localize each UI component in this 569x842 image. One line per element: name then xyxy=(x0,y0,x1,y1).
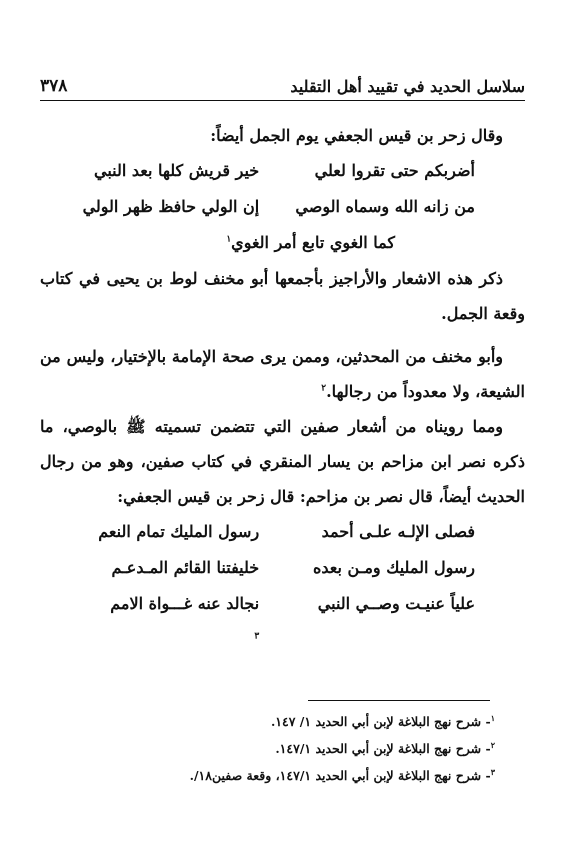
hemistich: رسول المليك تمام النعم xyxy=(98,522,260,541)
footnote-divider xyxy=(308,700,490,701)
poem-2 xyxy=(40,514,525,658)
footnote-3 xyxy=(40,762,495,789)
hemistich: خير قريش كلها بعد النبي xyxy=(93,161,260,180)
poem-2-verse-2 xyxy=(40,550,525,586)
footnote-ref: ٢ xyxy=(321,383,327,394)
footnote-marker: ٢ xyxy=(490,739,495,750)
poem-1-verse-2 xyxy=(40,189,525,225)
poem-1 xyxy=(40,153,525,261)
paragraph-3-text: وأبو مخنف من المحدثين، وممن يرى صحة الإمامة بالإختيار، وليس من الشيعة، ولا معدوداً من رجالها. xyxy=(40,347,525,401)
main-text xyxy=(40,118,525,658)
poem-2-verse-3 xyxy=(40,586,525,658)
footnote-marker: ٣ xyxy=(490,766,495,777)
paragraph-intro: وقال زحر بن قيس الجعفي يوم الجمل أيضاً: xyxy=(210,126,503,145)
footnote-text: - شرح نهج البلاغة لإبن أبي الحديد ١٤٧/١. xyxy=(275,741,491,756)
footnote-ref: ٣ xyxy=(254,631,260,642)
poem-1-verse-3 xyxy=(40,225,525,261)
hemistich: من زانه الله وسماه الوصي xyxy=(295,197,475,216)
footnote-1 xyxy=(40,708,495,735)
footnote-text: - شرح نهج البلاغة لإبن أبي الحديد ١٤٧/١، وقعة صفين١٨/. xyxy=(189,768,491,783)
hemistich: كما الغوي تابع أمر الغوي xyxy=(231,233,395,252)
paragraph-3 xyxy=(40,339,525,409)
paragraph-4: ومما رويناه من أشعار صفين التي تتضمن تسميته ﷺ بالوصي، ما ذكره نصر ابن مزاحم بن يسار المنقري في كتاب صفين، وهو من رجال الحديث أيضاً، قال نصر بن مزاحم: قال زحر بن قيس الجعفي: xyxy=(40,417,525,506)
hemistich: إن الولي حافظ ظهر الولي xyxy=(82,197,260,216)
footnotes xyxy=(40,708,495,789)
poem-2-verse-1 xyxy=(40,514,525,550)
hemistich: أضربكم حتى تقروا لعلي xyxy=(314,161,475,180)
hemistich: فصلى الإلـه علـى أحمد xyxy=(321,522,475,541)
hemistich-text: نجالد عنه غـــواة الامم xyxy=(110,594,260,613)
hemistich: علياً عنيـت وصــي النبي xyxy=(317,594,475,613)
footnote-ref: ١ xyxy=(226,234,232,245)
page-number: ٣٧٨ xyxy=(40,76,68,96)
hemistich: رسول المليك ومـن بعده xyxy=(312,558,475,577)
footnote-marker: ١ xyxy=(490,712,495,723)
footnote-text: - شرح نهج البلاغة لإبن أبي الحديد ١/ ١٤٧. xyxy=(270,714,491,729)
footnote-2 xyxy=(40,735,495,762)
hemistich: خليفتنا القائم المـدعـم xyxy=(111,558,260,577)
running-header xyxy=(40,62,525,101)
hemistich xyxy=(60,586,259,658)
book-title: سلاسل الحديد في تقييد أهل التقليد xyxy=(290,77,525,96)
paragraph-2: ذكر هذه الاشعار والأراجيز بأجمعها أبو مخنف لوط بن يحيى في كتاب وقعة الجمل. xyxy=(40,269,525,323)
poem-1-verse-1 xyxy=(40,153,525,189)
